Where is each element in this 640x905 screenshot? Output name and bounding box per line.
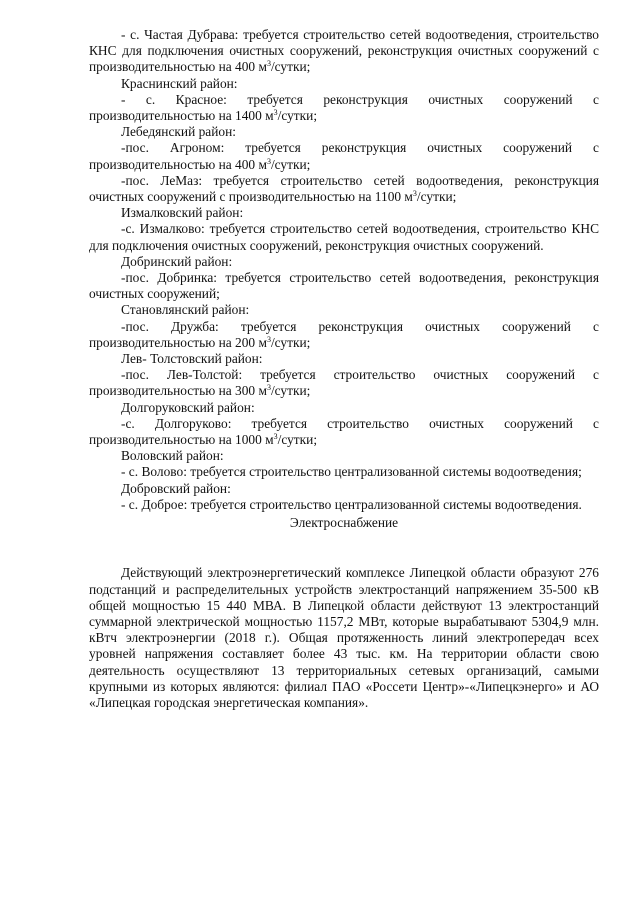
district-heading: Добровский район: [121, 480, 231, 496]
unit-superscript: 3 [266, 383, 271, 393]
district-heading: Воловский район: [121, 448, 224, 464]
district-heading: Лебедянский район: [121, 124, 236, 140]
unit-superscript: 3 [266, 59, 271, 69]
item-text: -с. Долгоруково: требуется строительство очистных сооружений с производительностью на 1000 м [89, 415, 599, 448]
unit-superscript: 3 [273, 108, 278, 118]
item-text: - с. Частая Дубрава: требуется строительство сетей водоотведения, строительство КНС для подключения очистных сооружений, реконструкция очистных сооружений с производительностью на 400 м [89, 27, 599, 75]
unit-superscript: 3 [266, 156, 271, 166]
item-text: -пос. Добринка: требуется строительство сетей водоотведения, реконструкция очистных сооружений; [89, 270, 599, 302]
settlement-item [89, 416, 599, 448]
item-text: -пос. Агроном: требуется реконструкция очистных сооружений с производительностью на 400 м [89, 140, 599, 172]
item-text: - с. Волово: требуется строительство централизованной системы водоотведения; [121, 464, 582, 480]
item-text: -пос. ЛеМаз: требуется строительство сетей водоотведения, реконструкция очистных сооружений с производительностью на 1100 м [89, 172, 599, 205]
settlement-item [89, 173, 599, 205]
item-text: - с. Красное: требуется реконструкция очистных сооружений с производительностью на 1400 м [89, 91, 599, 124]
unit-suffix: /сутки; [270, 59, 311, 75]
body-paragraph: Действующий электроэнергетический комплексе Липецкой области образуют 276 подстанций и распределительных устройств электростанций напряжением 35-500 кВ общей мощностью 15 440 МВА. В Липецкой области действуют 13 электростанций суммарной электрической мощностью 1157,2 МВт, которые вырабатывают 5304,9 млн. кВтч электроэнергии (2018 г.). Общая протяженность линий электропередач всех уровней напряжения составляет более 43 тыс. км. На территории области свою деятельность осуществляют 13 территориальных сетевых организаций, самыми крупными из которых являются: филиал ПАО «Россети Центр»-«Липецкэнерго» и АО «Липецкая городская энергетическая компания». [89, 565, 599, 710]
settlement-item [89, 367, 599, 399]
unit-suffix: /сутки; [416, 189, 457, 205]
unit-superscript: 3 [412, 189, 417, 199]
unit-superscript: 3 [266, 334, 271, 344]
section-heading: Электроснабжение [289, 515, 399, 531]
district-heading: Краснинский район: [121, 75, 238, 91]
district-heading: Долгоруковский район: [121, 399, 255, 415]
settlement-item [89, 27, 599, 76]
item-text: - с. Доброе: требуется строительство централизованной системы водоотведения. [121, 496, 582, 512]
settlement-item [89, 464, 599, 480]
item-text: -пос. Дружба: требуется реконструкция очистных сооружений с производительностью на 200 м [89, 318, 599, 350]
document-body [89, 27, 599, 711]
settlement-item [89, 497, 599, 513]
settlement-item [89, 319, 599, 351]
settlement-item [89, 270, 599, 302]
district-heading: Лев- Толстовский район: [121, 351, 263, 367]
district-heading: Добринский район: [121, 253, 233, 269]
item-text: -пос. Лев-Толстой: требуется строительство очистных сооружений с производительностью на 300 м [89, 367, 599, 399]
settlement-item [89, 140, 599, 172]
settlement-item [89, 92, 599, 124]
unit-suffix: /сутки; [270, 156, 311, 172]
item-text: -с. Измалково: требуется строительство сетей водоотведения, строительство КНС для подключения очистных сооружений, реконструкция очистных сооружений. [89, 221, 599, 253]
settlement-item [89, 221, 599, 253]
unit-suffix: /сутки; [277, 432, 318, 448]
unit-superscript: 3 [273, 432, 278, 442]
district-heading: Измалковский район: [121, 205, 244, 221]
unit-suffix: /сутки; [270, 334, 311, 350]
unit-suffix: /сутки; [270, 383, 311, 399]
district-heading: Становлянский район: [121, 302, 250, 318]
unit-suffix: /сутки; [277, 108, 318, 124]
